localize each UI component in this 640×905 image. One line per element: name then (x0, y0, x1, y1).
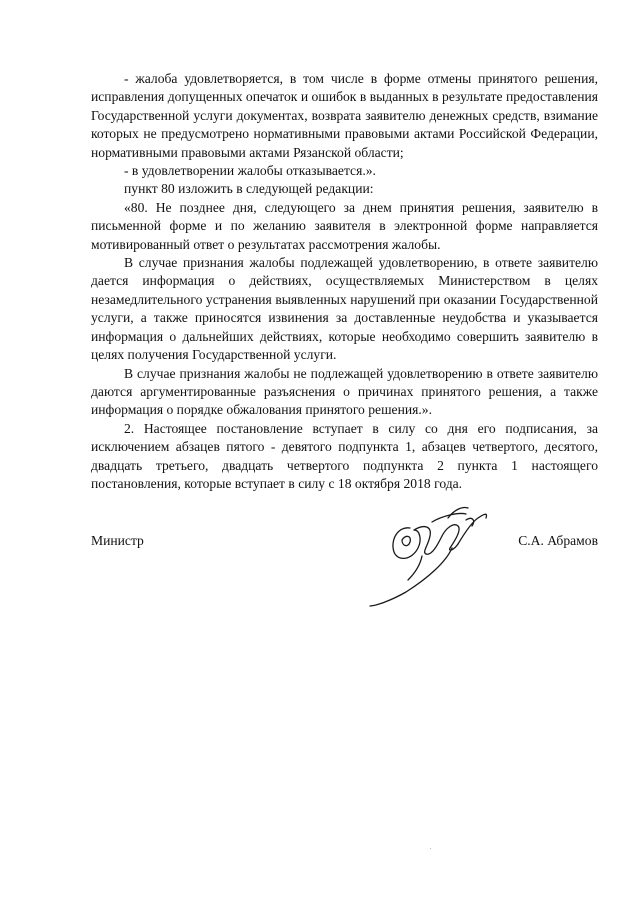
signer-name: С.А. Абрамов (518, 533, 598, 548)
position-label: Министр (91, 533, 144, 548)
paragraph-effective-date: 2. Настоящее постановление вступает в силу со дня его подписания, за исключением абзацев пятого - девятого подпункта 1, абзацев четвертого, десятого, двадцать третьего, двадцать четвертого подпункта 2 пункта 1 настоящего постановления, которые вступает в силу с 18 октября 2018 года. (91, 420, 598, 491)
paragraph-complaint-satisfied: - жалоба удовлетворяется, в том числе в форме отмены принятого решения, исправления допущенных опечаток и ошибок в выданных в результате предоставления Государственной услуги документах, возврата заявителю денежных средств, взимание которых не предусмотрено нормативными правовыми актами Российской Федерации, нормативными правовыми актами Рязанской области; (91, 71, 598, 160)
handwritten-signature-icon (362, 500, 497, 610)
paragraph-item-80: «80. Не позднее дня, следующего за днем принятия решения, заявителю в письменной форме и по желанию заявителя в электронной форме направляется мотивированный ответ о результатах рассмотрения жалобы. (91, 199, 598, 252)
document-body (91, 70, 598, 493)
signature-block (91, 533, 598, 563)
paragraph-satisfaction-case: В случае признания жалобы подлежащей удовлетворению, в ответе заявителю дается информация о действиях, осуществляемых Министерством в целях незамедлительного устранения выявленных нарушений при оказании Государственной услуги, а также приносятся извинения за доставленные неудобства и указывается информация о дальнейших действиях, которые необходимо совершить заявителю в целях получения Государственной услуги. (91, 255, 598, 363)
page-dot-mark (430, 848, 431, 849)
paragraph-item-80-intro: пункт 80 изложить в следующей редакции: (124, 181, 374, 197)
paragraph-complaint-refused: - в удовлетворении жалобы отказывается.». (124, 163, 376, 179)
paragraph-refusal-case: В случае признания жалобы не подлежащей удовлетворению в ответе заявителю даются аргументированные разъяснения о причинах принятого решения, а также информация о порядке обжалования принятого решения.». (91, 365, 598, 418)
